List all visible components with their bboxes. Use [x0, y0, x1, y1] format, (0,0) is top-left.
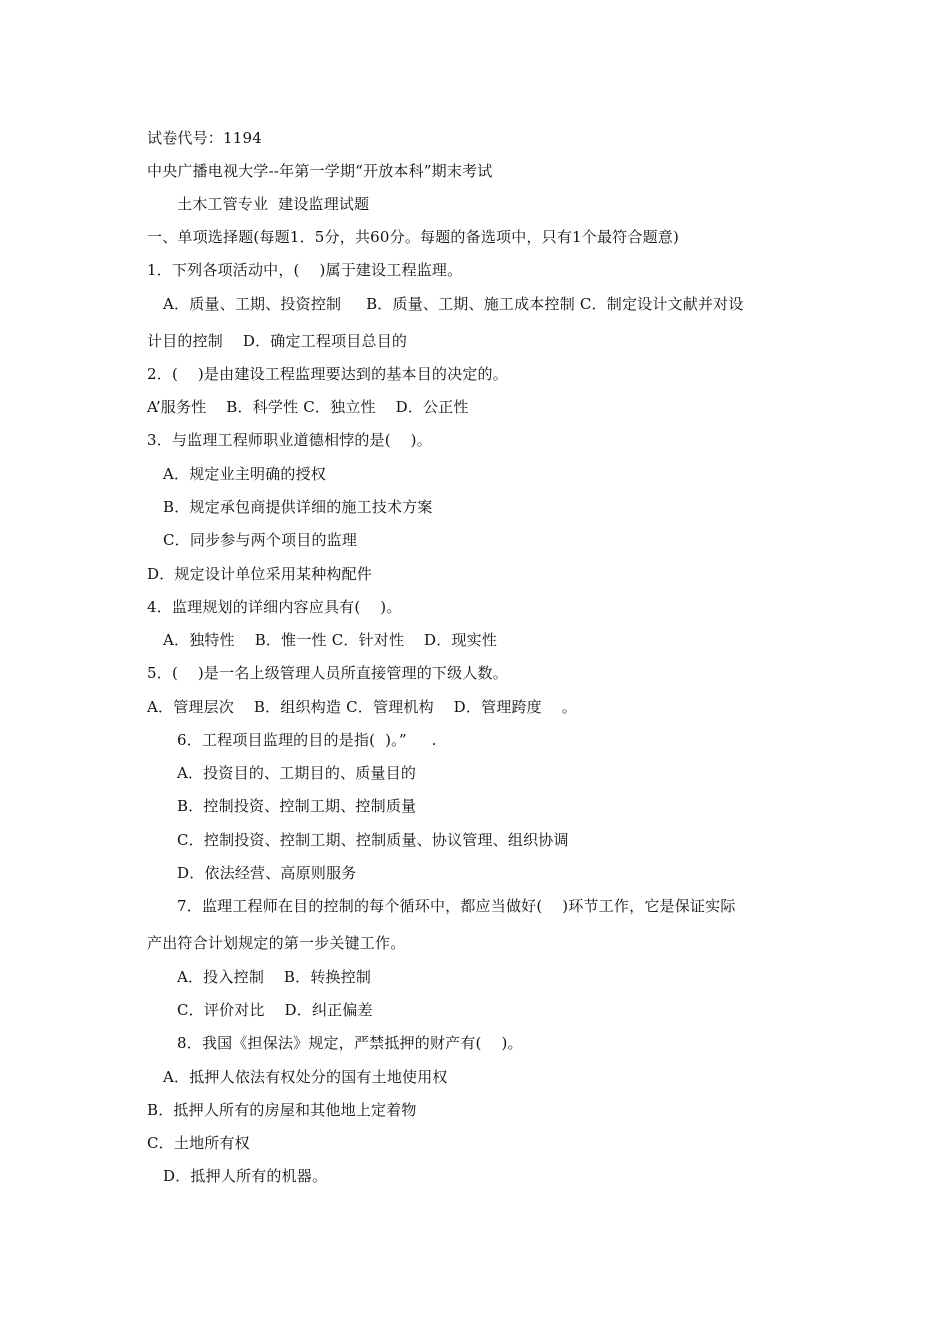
question-7-options-cd: C．评价对比 D．纠正偏差 [177, 1001, 373, 1019]
question-1: 1．下列各项活动中，( )属于建设工程监理。 [147, 261, 463, 279]
question-8-option-d: D．抵押人所有的机器。 [163, 1167, 328, 1185]
question-4: 4．监理规划的详细内容应具有( )。 [147, 598, 402, 616]
question-3-option-d: D．规定设计单位采用某种构配件 [147, 565, 373, 583]
question-8-option-a: A．抵押人依法有权处分的国有土地使用权 [163, 1068, 448, 1086]
question-3-option-a: A．规定业主明确的授权 [163, 465, 327, 483]
question-7: 7．监理工程师在目的控制的每个循环中，都应当做好( )环节工作，它是保证实际 [177, 897, 736, 915]
question-6-option-a: A．投资目的、工期目的、质量目的 [177, 764, 417, 782]
section-heading: 一、单项选择题(每题1．5分，共60分。每题的备选项中，只有1个最符合题意) [147, 228, 680, 246]
question-3-option-b: B．规定承包商提供详细的施工技术方案 [163, 498, 433, 516]
question-2: 2．( )是由建设工程监理要达到的基本目的决定的。 [147, 365, 508, 383]
question-6: 6．工程项目监理的目的是指( )。” . [177, 731, 437, 749]
question-8: 8．我国《担保法》规定，严禁抵押的财产有( )。 [177, 1034, 523, 1052]
exam-code: 试卷代号：1194 [147, 129, 262, 147]
question-7-cont: 产出符合计划规定的第一步关键工作。 [147, 934, 406, 952]
question-6-option-b: B．控制投资、控制工期、控制质量 [177, 797, 417, 815]
question-8-option-b: B．抵押人所有的房屋和其他地上定着物 [147, 1101, 417, 1119]
question-6-option-c: C．控制投资、控制工期、控制质量、协议管理、组织协调 [177, 831, 569, 849]
question-5: 5．( )是一名上级管理人员所直接管理的下级人数。 [147, 664, 508, 682]
exam-header: 中央广播电视大学--年第一学期“开放本科”期末考试 [147, 162, 493, 180]
question-4-options: A．独特性 B．惟一性 C．针对性 D．现实性 [163, 631, 498, 649]
exam-subtitle: 土木工管专业 建设监理试题 [177, 195, 370, 213]
question-7-options-ab: A．投入控制 B．转换控制 [177, 968, 372, 986]
question-2-options: A’服务性 B．科学性 C．独立性 D．公正性 [147, 398, 469, 416]
question-1-options-cont: 计目的控制 D．确定工程项目总目的 [147, 332, 408, 350]
question-5-options: A．管理层次 B．组织构造 C．管理机构 D．管理跨度 。 [147, 698, 577, 716]
question-3-option-c: C．同步参与两个项目的监理 [163, 531, 358, 549]
question-8-option-c: C．土地所有权 [147, 1134, 250, 1152]
question-3: 3．与监理工程师职业道德相悖的是( )。 [147, 431, 432, 449]
question-6-option-d: D．依法经营、高原则服务 [177, 864, 357, 882]
question-1-options: A．质量、工期、投资控制 B．质量、工期、施工成本控制 C．制定设计文献并对设 [163, 295, 744, 313]
